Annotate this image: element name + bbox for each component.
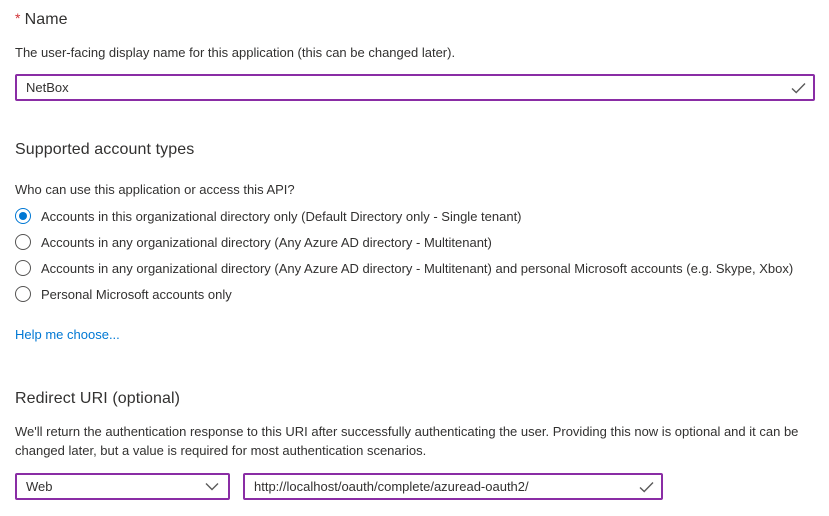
radio-option-personal-only[interactable] (15, 284, 232, 304)
redirect-uri-title: Redirect URI (optional) (15, 390, 181, 407)
required-marker: * (15, 10, 21, 26)
radio-option-multitenant-personal[interactable] (15, 258, 793, 278)
checkmark-icon (791, 82, 806, 94)
radio-option-multitenant[interactable] (15, 232, 492, 252)
chevron-down-icon (205, 482, 219, 491)
platform-select-value: Web (26, 479, 53, 494)
name-input[interactable] (15, 74, 815, 101)
radio-button-icon (15, 208, 31, 224)
radio-option-label: Personal Microsoft accounts only (41, 286, 232, 302)
radio-option-label: Accounts in any organizational directory (Any Azure AD directory - Multitenant) and personal Microsoft accounts (e.g. Skype, Xbox) (41, 260, 794, 276)
redirect-uri-input[interactable] (243, 473, 663, 500)
redirect-uri-field-wrap (243, 473, 663, 500)
radio-option-single-tenant[interactable] (15, 206, 522, 226)
radio-button-icon (15, 234, 31, 250)
radio-option-label: Accounts in any organizational directory (Any Azure AD directory - Multitenant) (41, 234, 492, 250)
help-me-choose-link[interactable]: Help me choose... (15, 327, 120, 342)
checkmark-icon (639, 481, 654, 493)
radio-button-icon (15, 260, 31, 276)
account-types-title: Supported account types (15, 141, 195, 158)
radio-button-icon (15, 286, 31, 302)
name-field-wrap (15, 74, 815, 101)
radio-option-label: Accounts in this organizational directory only (Default Directory only - Single tenant) (41, 208, 522, 224)
name-section-title (15, 10, 68, 29)
platform-select[interactable] (15, 473, 230, 500)
redirect-uri-description: We'll return the authentication response to this URI after successfully authenticating the user. Providing this now is optional and it can be changed later, but a value is required for most authentication scenarios. (15, 424, 799, 458)
name-description: The user-facing display name for this application (this can be changed later). (15, 45, 456, 60)
account-types-question: Who can use this application or access this API? (15, 182, 295, 197)
name-section-title-text: Name (24, 11, 68, 28)
